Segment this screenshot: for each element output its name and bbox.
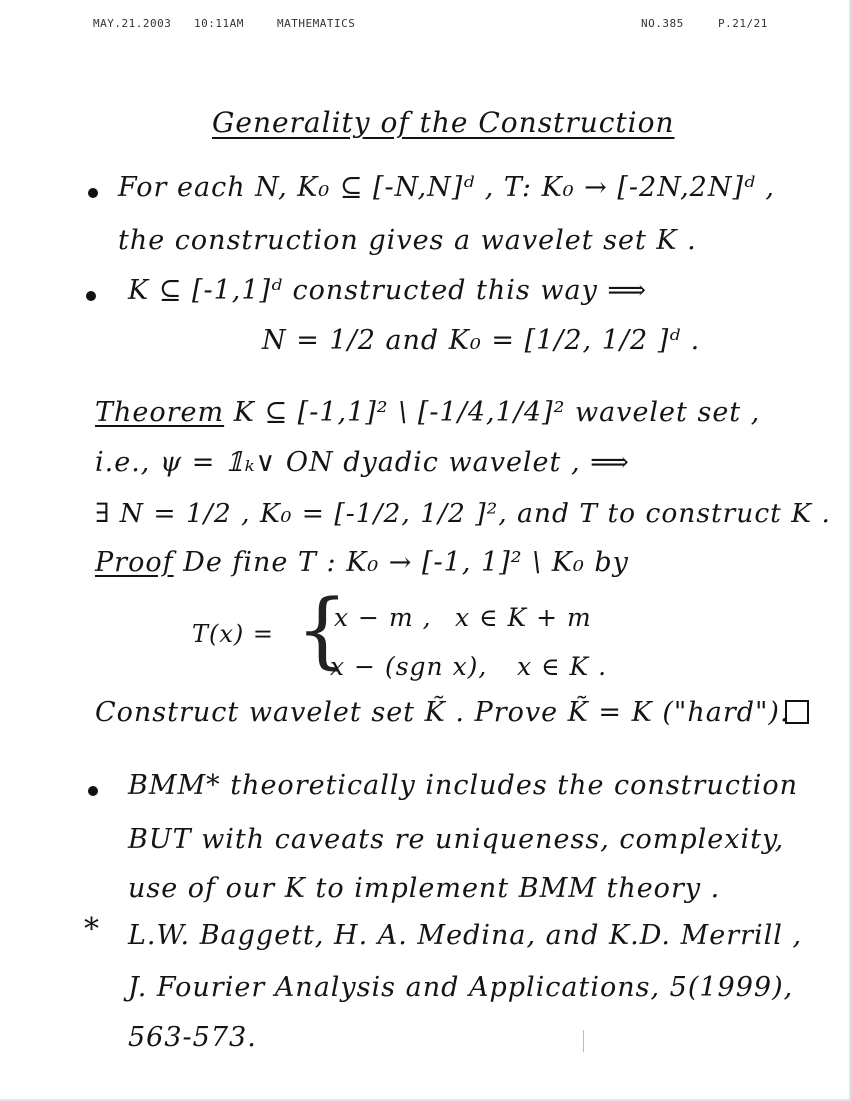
- proof-statement: [95, 547, 629, 578]
- footnote-marker: *: [84, 912, 100, 947]
- bullet3-line2: BUT with caveats re uniqueness, complexity,: [128, 824, 785, 855]
- theorem-label: Theorem: [95, 397, 225, 428]
- bullet3-line3: use of our K to implement BMM theory .: [128, 873, 721, 904]
- theorem-line2: i.e., ψ = 𝟙ₖ∨ ON dyadic wavelet , ⟹: [95, 447, 630, 478]
- fax-date: MAY.21.2003: [93, 17, 172, 30]
- scan-mark: [583, 1030, 584, 1052]
- bullet2-line1: K ⊆ [-1,1]ᵈ constructed this way ⟹: [128, 275, 648, 306]
- bullet-dot: [88, 786, 98, 796]
- left-brace: {: [296, 583, 349, 678]
- case1-expression: x − m ,: [334, 603, 432, 632]
- fax-number: NO.385: [641, 17, 684, 30]
- qed-box: [785, 700, 809, 724]
- bullet1-line2: the construction gives a wavelet set K .: [118, 225, 697, 256]
- case1-condition: x ∈ K + m: [455, 603, 592, 632]
- page-title: Generality of the Construction: [212, 106, 675, 139]
- bullet2-line2: N = 1/2 and K₀ = [1/2, 1/2 ]ᵈ .: [262, 325, 701, 356]
- footnote-line2: J. Fourier Analysis and Applications, 5(1999),: [128, 972, 794, 1003]
- proof-line1: De fine T : K₀ → [-1, 1]² \ K₀ by: [183, 547, 629, 578]
- footnote-line3: 563-573.: [128, 1022, 257, 1053]
- fax-time: 10:11AM: [194, 17, 244, 30]
- fax-department: MATHEMATICS: [277, 17, 356, 30]
- construct-line: Construct wavelet set K̃ . Prove K̃ = K ("hard").: [95, 697, 790, 728]
- case2-expression: x − (sgn x),: [330, 652, 488, 681]
- theorem-line1: K ⊆ [-1,1]² \ [-1/4,1/4]² wavelet set ,: [233, 397, 761, 428]
- fax-page: P.21/21: [718, 17, 768, 30]
- bullet-dot: [88, 188, 98, 198]
- bullet3-line1: BMM* theoretically includes the construction: [128, 770, 799, 801]
- case2-condition: x ∈ K .: [517, 652, 608, 681]
- footnote-line1: L.W. Baggett, H. A. Medina, and K.D. Merrill ,: [128, 920, 803, 951]
- piecewise-lhs: T(x) =: [192, 620, 275, 648]
- bullet1-line1: For each N, K₀ ⊆ [-N,N]ᵈ , T: K₀ → [-2N,2N]ᵈ ,: [118, 172, 775, 203]
- theorem-line3: ∃ N = 1/2 , K₀ = [-1/2, 1/2 ]², and T to construct K .: [95, 498, 831, 529]
- theorem-statement: [95, 397, 760, 428]
- proof-label: Proof: [95, 547, 174, 578]
- bullet-dot: [86, 291, 96, 301]
